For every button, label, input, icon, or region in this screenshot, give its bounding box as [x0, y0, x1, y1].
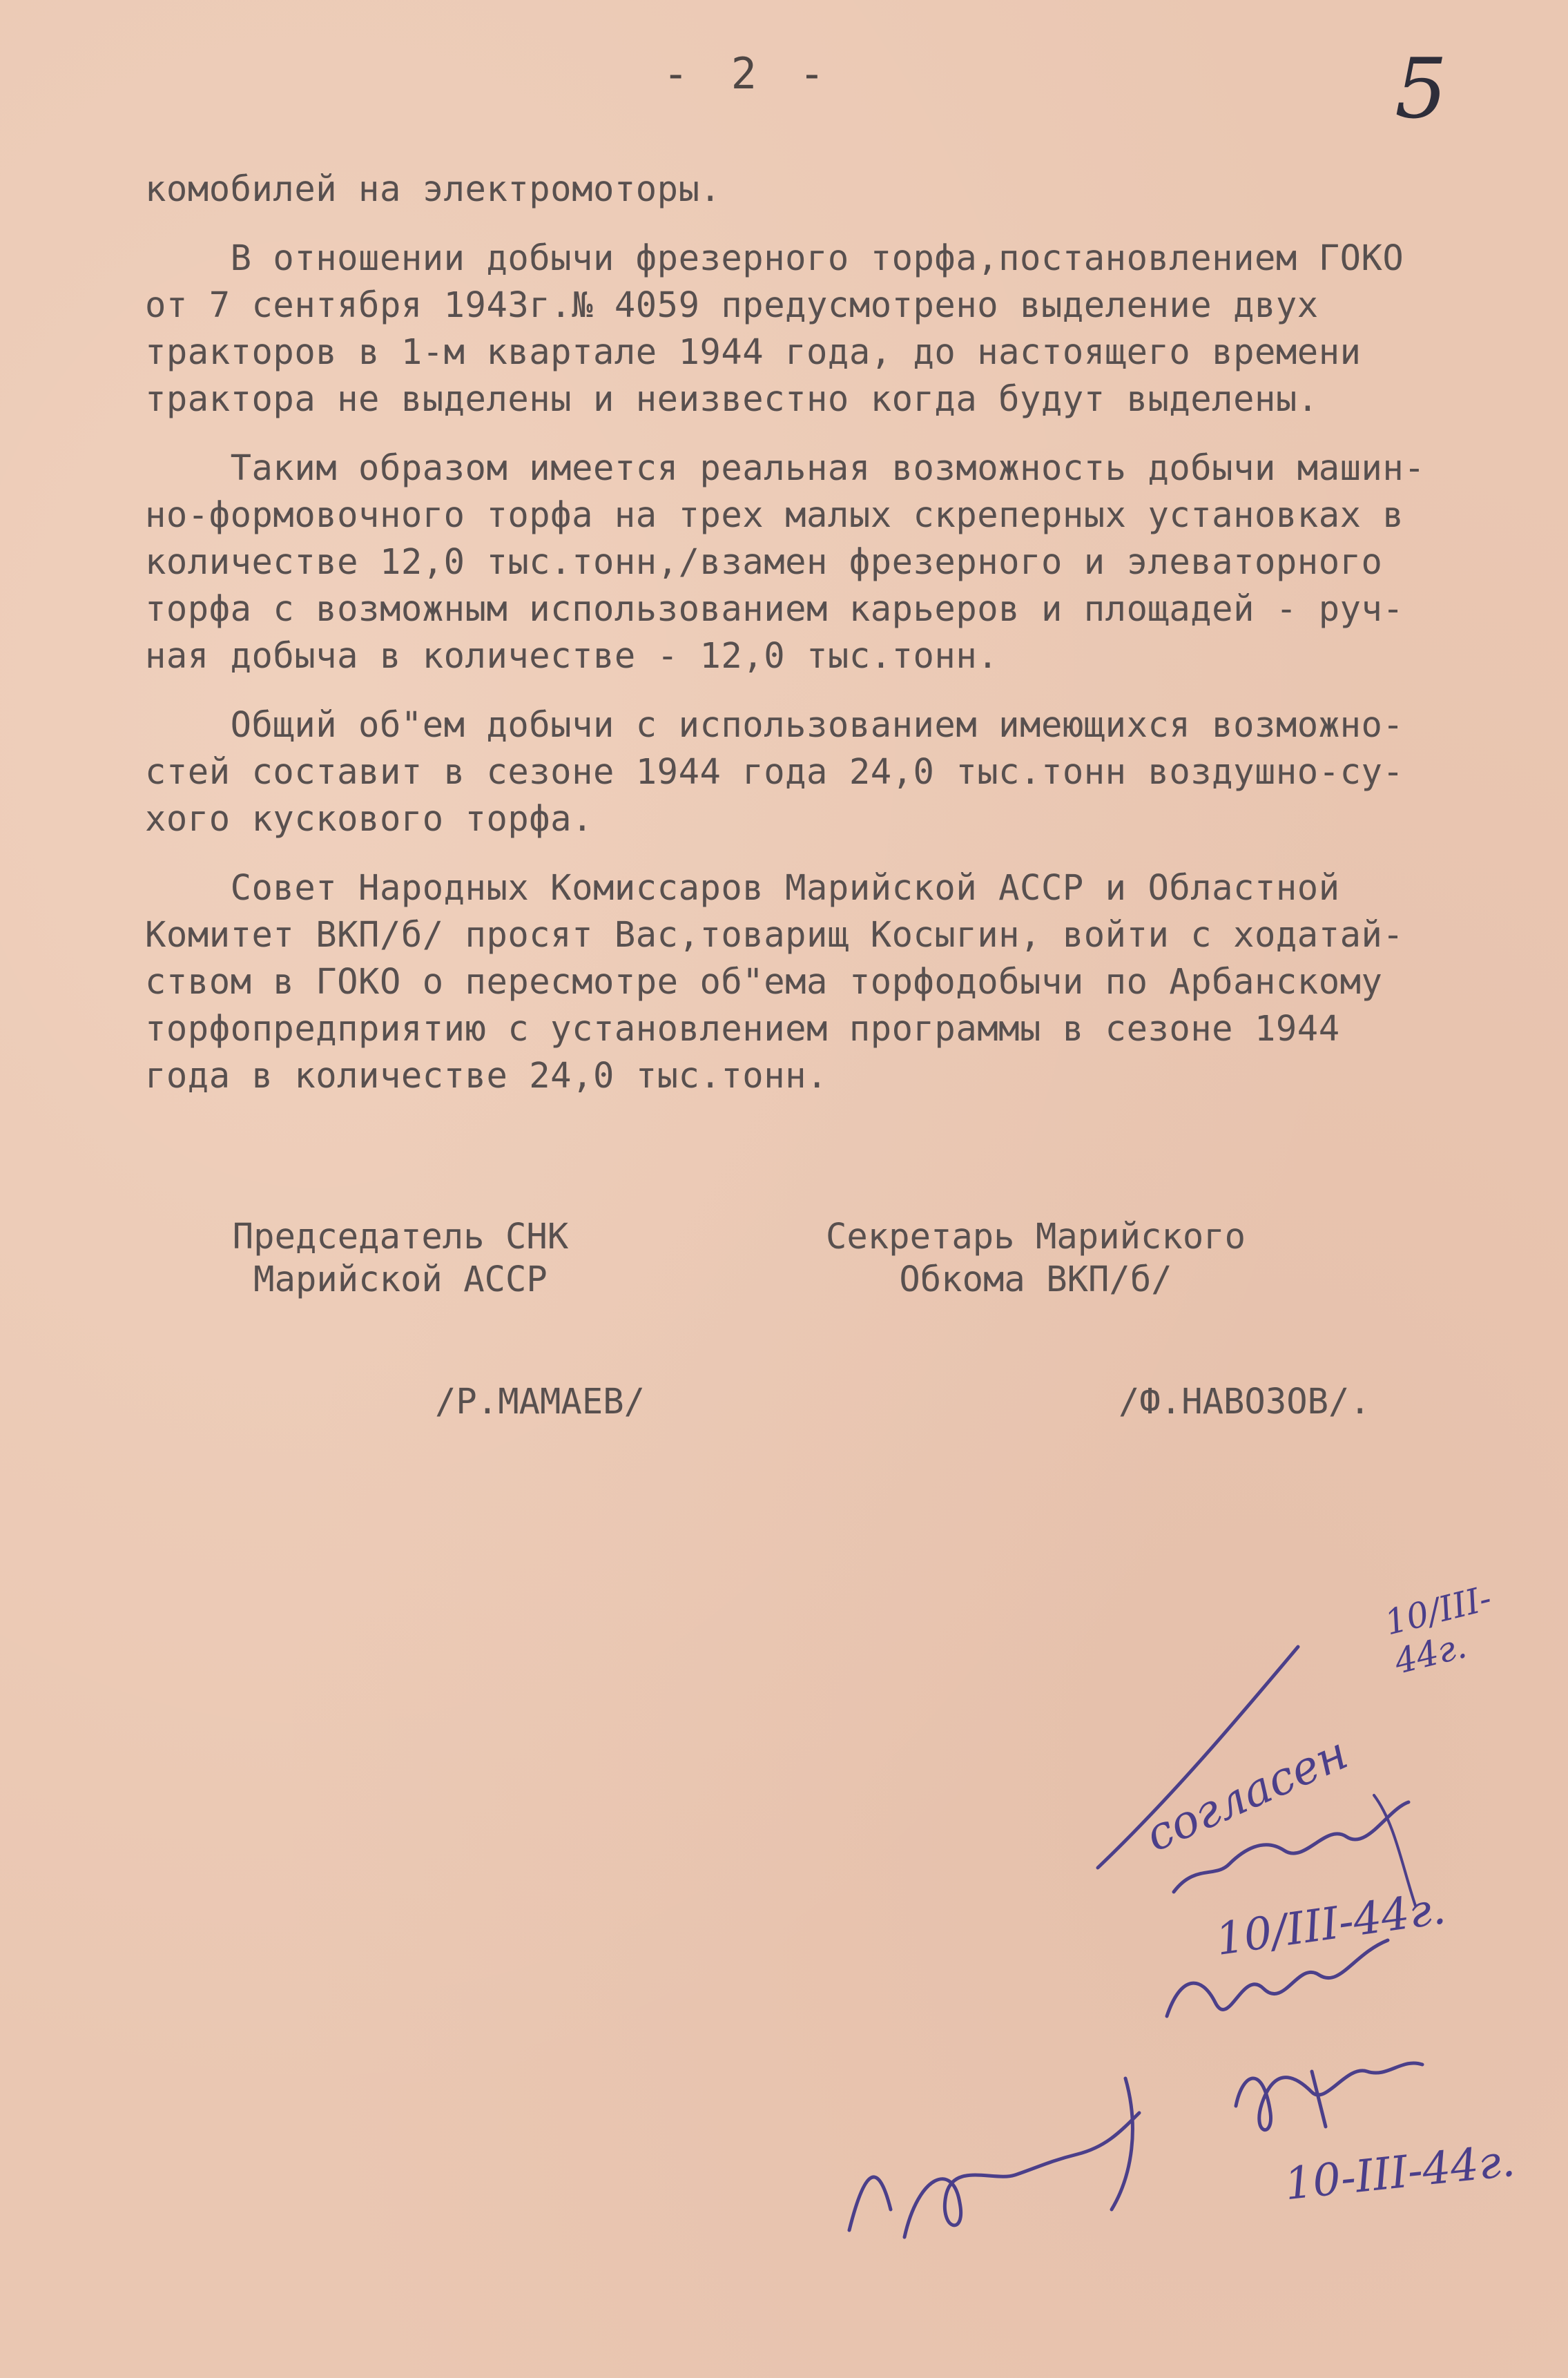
body-line: хого кускового торфа.	[145, 798, 593, 839]
handwritten-date: 10-III-44г.	[1282, 2135, 1518, 2211]
paragraph-gap	[145, 213, 1519, 235]
body-line: Комитет ВКП/б/ просят Вас,товарищ Косыгин, войти с ходатай-	[145, 914, 1404, 955]
body-line: Общий об"ем добычи с использованием имеющихся возможно-	[145, 704, 1404, 745]
body-line: ством в ГОКО о пересмотре об"ема торфодобычи по Арбанскому	[145, 961, 1383, 1002]
page-number: - 2 -	[663, 48, 833, 99]
signatory-left-name: /Р.МАМАЕВ/	[435, 1381, 646, 1422]
body-line: Совет Народных Комиссаров Марийской АССР и Областной	[145, 867, 1340, 908]
body-line: ная добыча в количестве - 12,0 тыс.тонн.	[145, 635, 999, 676]
signatory-right-title	[801, 1215, 1270, 1301]
body-line: Таким образом имеется реальная возможность добычи машин-	[145, 447, 1426, 488]
archive-sheet-number: 5	[1395, 41, 1448, 137]
signatory-right-title-line: Секретарь Марийского	[825, 1216, 1246, 1257]
signature-scribble	[1236, 2063, 1422, 2130]
body-line: тракторов в 1-м квартале 1944 года, до настоящего времени	[145, 331, 1362, 372]
body-line: количестве 12,0 тыс.тонн,/взамен фрезерного и элеваторного	[145, 541, 1383, 582]
body-line: комобилей на электромоторы.	[145, 168, 722, 209]
handwritten-date: 10/III-44г.	[1380, 1578, 1496, 1682]
paragraph-gap	[145, 423, 1519, 445]
paragraph-gap	[145, 842, 1519, 864]
handwritten-annotation: согласен	[1137, 1726, 1356, 1862]
body-line: торфопредприятию с установлением программы в сезоне 1944	[145, 1008, 1340, 1049]
body-line: торфа с возможным использованием карьеров и площадей - руч-	[145, 588, 1404, 629]
body-line: В отношении добычи фрезерного торфа,постановлением ГОКО	[145, 238, 1404, 278]
body-line: года в количестве 24,0 тыс.тонн.	[145, 1055, 828, 1096]
body-line: но-формовочного торфа на трех малых скреперных установках в	[145, 494, 1404, 535]
letter-body	[145, 166, 1519, 1099]
paragraph-gap	[145, 679, 1519, 702]
body-line: трактора не выделены и неизвестно когда будут выделены.	[145, 378, 1319, 419]
signatory-left-title-line: Марийской АССР	[253, 1259, 548, 1299]
signatory-right-title-line: Обкома ВКП/б/	[899, 1259, 1172, 1299]
signatory-right-name: /Ф.НАВОЗОВ/.	[1119, 1381, 1371, 1422]
body-line: от 7 сентября 1943г.№ 4059 предусмотрено выделение двух	[145, 284, 1319, 325]
body-line: стей составит в сезоне 1944 года 24,0 тыс.тонн воздушно-су-	[145, 751, 1404, 792]
handwritten-date: 10/III-44г.	[1212, 1883, 1449, 1966]
signatory-left-title	[207, 1215, 594, 1301]
signatory-left-title-line: Председатель СНК	[232, 1216, 569, 1257]
signature-scribble	[849, 2078, 1139, 2237]
